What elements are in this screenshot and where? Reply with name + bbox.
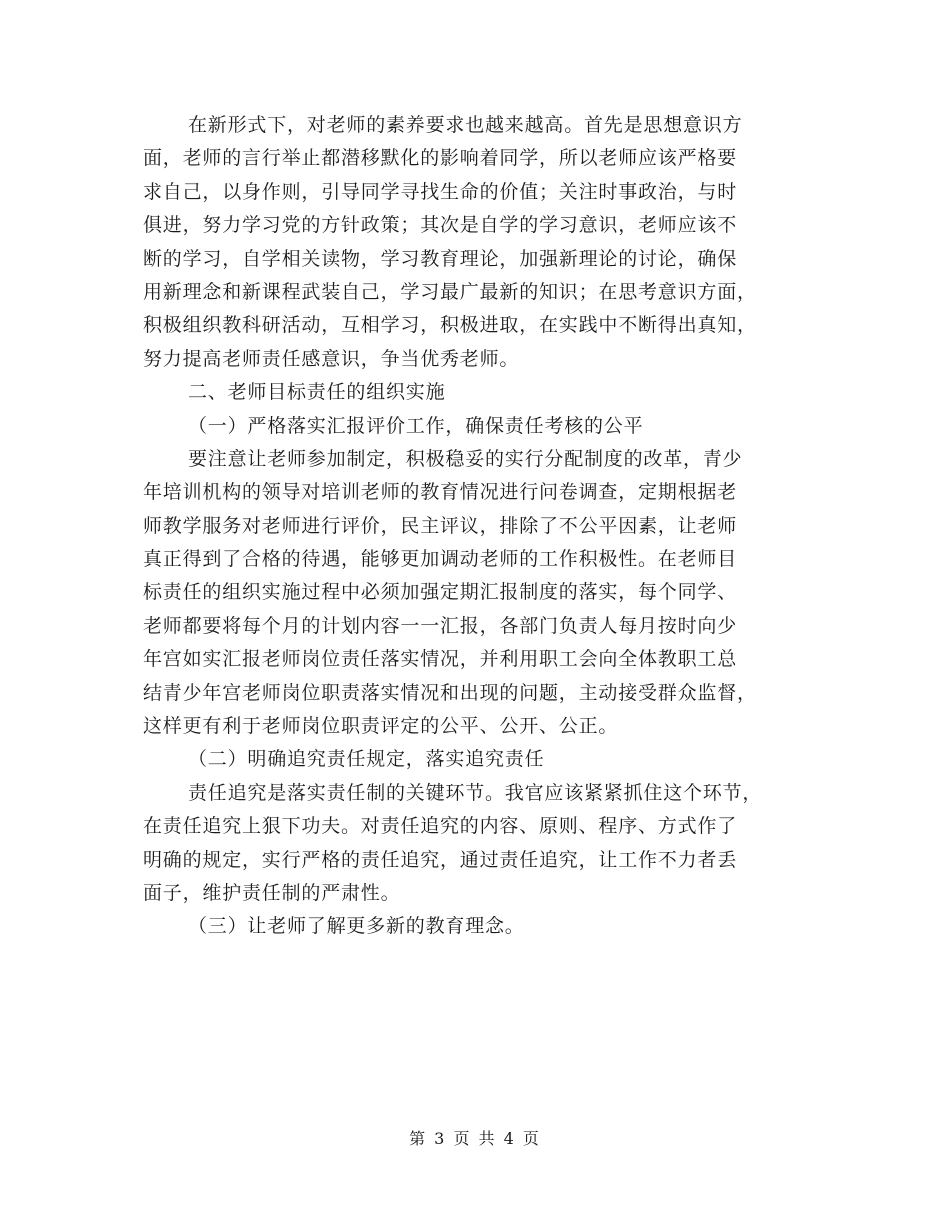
text-line: （二）明确追究责任规定，落实追究责任 — [188, 748, 545, 771]
text-line: 老师都要将每个月的计划内容一一汇报，各部门负责人每月按时向少 — [143, 614, 738, 637]
text-line: 年培训机构的领导对培训老师的教育情况进行问卷调查，定期根据老 — [143, 481, 738, 504]
text-line: 结青少年宫老师岗位职责落实情况和出现的问题，主动接受群众监督， — [143, 681, 757, 704]
text-line: 在新形式下，对老师的素养要求也越来越高。首先是思想意识方 — [188, 114, 743, 136]
text-line: 标责任的组织实施过程中必须加强定期汇报制度的落实，每个同学、 — [143, 581, 738, 604]
page-number-footer: 第 3 页 共 4 页 — [409, 1129, 541, 1148]
text-line: （一）严格落实汇报评价工作，确保责任考核的公平 — [188, 414, 644, 437]
text-line: 责任追究是落实责任制的关键环节。我官应该紧紧抓住这个环节， — [188, 781, 763, 804]
text-line: 努力提高老师责任感意识，争当优秀老师。 — [143, 347, 520, 370]
text-line: 要注意让老师参加制定，积极稳妥的实行分配制度的改革，青少 — [188, 447, 743, 470]
text-line: 积极组织教科研活动，互相学习，积极进取，在实践中不断得出真知， — [143, 314, 757, 337]
text-line: 真正得到了合格的待遇，能够更加调动老师的工作积极性。在老师目 — [143, 548, 738, 571]
text-line: 在责任追究上狠下功夫。对责任追究的内容、原则、程序、方式作了 — [143, 815, 738, 838]
text-line: 面子，维护责任制的严肃性。 — [143, 881, 401, 904]
text-line: 面，老师的言行举止都潜移默化的影响着同学，所以老师应该严格要 — [143, 147, 738, 170]
text-line: （三）让老师了解更多新的教育理念。 — [188, 915, 525, 938]
text-line: 年宫如实汇报老师岗位责任落实情况，并利用职工会向全体教职工总 — [143, 648, 738, 671]
text-line: 这样更有利于老师岗位职责评定的公平、公开、公正。 — [143, 715, 619, 738]
text-line: 二、老师目标责任的组织实施 — [188, 381, 446, 404]
text-line: 师教学服务对老师进行评价，民主评议，排除了不公平因素，让老师 — [143, 514, 738, 537]
text-line: 俱进，努力学习党的方针政策；其次是自学的学习意识，老师应该不 — [143, 214, 738, 237]
document-body — [143, 109, 807, 944]
text-line: 求自己，以身作则，引导同学寻找生命的价值；关注时事政治，与时 — [143, 180, 738, 203]
text-line: 断的学习，自学相关读物，学习教育理论，加强新理论的讨论，确保 — [143, 247, 738, 270]
text-line: 明确的规定，实行严格的责任追究，通过责任追究，让工作不力者丢 — [143, 848, 738, 871]
text-line: 用新理念和新课程武装自己，学习最广最新的知识；在思考意识方面， — [143, 280, 757, 303]
